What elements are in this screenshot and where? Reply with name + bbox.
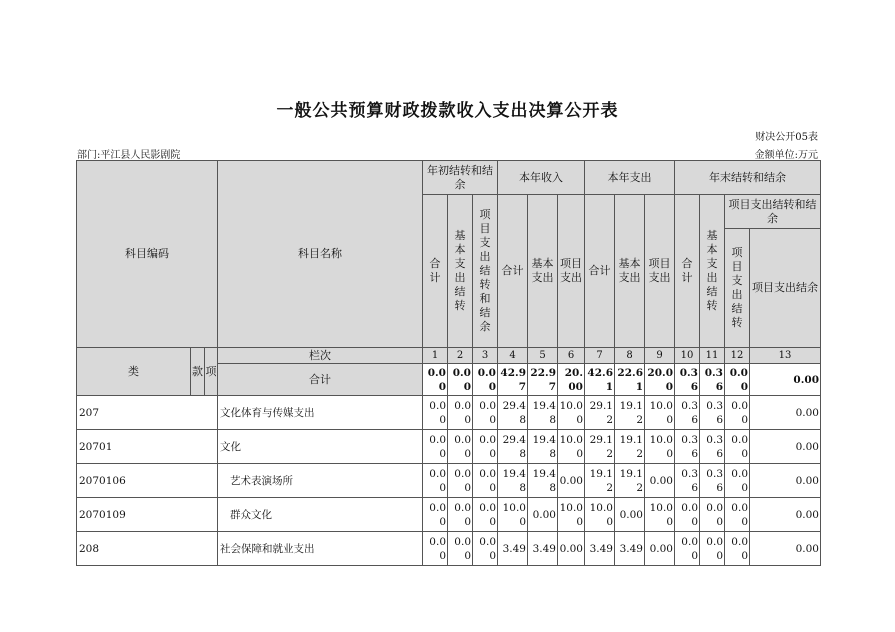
value-cell: 19.12 <box>615 396 645 430</box>
value-cell: 0.00 <box>645 532 675 566</box>
value-cell: 0.00 <box>423 498 448 532</box>
value-cell: 0.00 <box>725 498 750 532</box>
opening-total-header: 合计 <box>423 195 448 348</box>
income-basic-header: 基本支出 <box>528 195 558 348</box>
expense-header: 本年支出 <box>585 161 675 195</box>
subject-code-cell: 208 <box>77 532 218 566</box>
value-cell: 3.49 <box>585 532 615 566</box>
value-cell: 0.00 <box>750 464 821 498</box>
value-cell: 0.00 <box>448 396 473 430</box>
value-cell: 10.00 <box>585 498 615 532</box>
section-header: 款 <box>191 348 205 396</box>
unit-label: 金额单位:万元 <box>754 150 818 161</box>
closing-project-group-header: 项目支出结转和结余 <box>725 195 821 229</box>
value-cell: 0.00 <box>700 532 725 566</box>
value-cell: 0.00 <box>725 430 750 464</box>
value-cell: 0.00 <box>423 532 448 566</box>
subject-name-cell: 社会保障和就业支出 <box>218 532 423 566</box>
value-cell: 0.00 <box>750 430 821 464</box>
value-cell: 0.00 <box>448 464 473 498</box>
subject-name-header: 科目名称 <box>218 161 423 348</box>
column-number: 4 <box>498 348 528 364</box>
value-cell: 19.48 <box>528 430 558 464</box>
value-cell: 0.00 <box>473 498 498 532</box>
column-number: 12 <box>725 348 750 364</box>
subject-name-cell: 群众文化 <box>218 498 423 532</box>
expense-basic-header: 基本支出 <box>615 195 645 348</box>
subject-code-cell: 207 <box>77 396 218 430</box>
value-cell: 19.48 <box>528 464 558 498</box>
value-cell: 0.36 <box>700 396 725 430</box>
value-cell: 0.00 <box>645 464 675 498</box>
value-cell: 0.00 <box>725 532 750 566</box>
closing-balance-header: 年末结转和结余 <box>675 161 821 195</box>
budget-table <box>76 160 821 566</box>
income-total-header: 合计 <box>498 195 528 348</box>
value-cell: 0.00 <box>473 464 498 498</box>
column-number: 9 <box>645 348 675 364</box>
value-cell: 19.48 <box>528 396 558 430</box>
value-cell: 29.48 <box>498 430 528 464</box>
value-cell: 29.48 <box>498 396 528 430</box>
value-cell: 0.36 <box>700 430 725 464</box>
total-cell: 0.36 <box>700 364 725 396</box>
total-cell: 20.00 <box>645 364 675 396</box>
total-cell: 22.61 <box>615 364 645 396</box>
data-rows <box>77 396 821 566</box>
subject-code-header: 科目编码 <box>77 161 218 348</box>
value-cell: 3.49 <box>498 532 528 566</box>
value-cell: 3.49 <box>528 532 558 566</box>
column-number: 10 <box>675 348 700 364</box>
closing-total-header: 合计 <box>675 195 700 348</box>
value-cell: 0.00 <box>725 464 750 498</box>
value-cell: 10.00 <box>645 430 675 464</box>
value-cell: 0.00 <box>675 532 700 566</box>
table-row <box>77 498 821 532</box>
value-cell: 0.00 <box>448 532 473 566</box>
value-cell: 19.12 <box>615 430 645 464</box>
value-cell: 0.36 <box>675 464 700 498</box>
expense-project-header: 项目支出 <box>645 195 675 348</box>
value-cell: 0.00 <box>473 396 498 430</box>
column-number: 8 <box>615 348 645 364</box>
department-label: 部门:平江县人民影剧院 <box>77 150 181 161</box>
column-number: 7 <box>585 348 615 364</box>
column-number: 2 <box>448 348 473 364</box>
subject-name-cell: 文化 <box>218 430 423 464</box>
value-cell: 0.36 <box>675 396 700 430</box>
value-cell: 0.00 <box>448 430 473 464</box>
total-cell: 22.97 <box>528 364 558 396</box>
income-project-header: 项目支出 <box>558 195 585 348</box>
table-row <box>77 396 821 430</box>
subject-code-cell: 2070109 <box>77 498 218 532</box>
column-number: 5 <box>528 348 558 364</box>
closing-project-surplus-header: 项目支出结余 <box>750 229 821 348</box>
kind-header: 类 <box>77 348 191 396</box>
value-cell: 29.12 <box>585 396 615 430</box>
report-title: 一般公共预算财政拨款收入支出决算公开表 <box>276 101 619 121</box>
subject-name-cell: 文化体育与传媒支出 <box>218 396 423 430</box>
total-label: 合计 <box>218 364 423 396</box>
value-cell: 0.00 <box>423 464 448 498</box>
column-number: 1 <box>423 348 448 364</box>
value-cell: 0.00 <box>700 498 725 532</box>
value-cell: 0.36 <box>700 464 725 498</box>
value-cell: 0.00 <box>473 430 498 464</box>
total-cell: 42.61 <box>585 364 615 396</box>
form-code: 财决公开05表 <box>755 132 818 143</box>
total-cell: 0.36 <box>675 364 700 396</box>
subject-code-cell: 2070106 <box>77 464 218 498</box>
table-row <box>77 532 821 566</box>
value-cell: 0.00 <box>558 464 585 498</box>
value-cell: 0.36 <box>675 430 700 464</box>
value-cell: 19.12 <box>615 464 645 498</box>
column-number: 13 <box>750 348 821 364</box>
total-cell: 20.00 <box>558 364 585 396</box>
value-cell: 10.00 <box>558 396 585 430</box>
value-cell: 0.00 <box>615 498 645 532</box>
value-cell: 10.00 <box>558 430 585 464</box>
column-number: 3 <box>473 348 498 364</box>
item-header: 项 <box>205 348 218 396</box>
value-cell: 0.00 <box>675 498 700 532</box>
closing-basic-header: 基本支出结转 <box>700 195 725 348</box>
value-cell: 19.48 <box>498 464 528 498</box>
value-cell: 0.00 <box>528 498 558 532</box>
table-row <box>77 430 821 464</box>
total-cell: 0.00 <box>750 364 821 396</box>
value-cell: 10.00 <box>645 498 675 532</box>
expense-total-header: 合计 <box>585 195 615 348</box>
table-row <box>77 464 821 498</box>
value-cell: 3.49 <box>615 532 645 566</box>
value-cell: 0.00 <box>423 396 448 430</box>
value-cell: 0.00 <box>750 532 821 566</box>
total-cell: 0.00 <box>448 364 473 396</box>
income-header: 本年收入 <box>498 161 585 195</box>
column-number: 6 <box>558 348 585 364</box>
opening-basic-header: 基本支出结转 <box>448 195 473 348</box>
subject-name-cell: 艺术表演场所 <box>218 464 423 498</box>
total-cell: 0.00 <box>725 364 750 396</box>
value-cell: 10.00 <box>558 498 585 532</box>
value-cell: 0.00 <box>750 396 821 430</box>
value-cell: 19.12 <box>585 464 615 498</box>
value-cell: 0.00 <box>423 430 448 464</box>
value-cell: 10.00 <box>645 396 675 430</box>
closing-project-carry-header: 项目支出结转 <box>725 229 750 348</box>
value-cell: 10.00 <box>498 498 528 532</box>
value-cell: 29.12 <box>585 430 615 464</box>
column-no-label: 栏次 <box>218 348 423 364</box>
value-cell: 0.00 <box>725 396 750 430</box>
opening-project-header: 项目支出结转和结余 <box>473 195 498 348</box>
subject-code-cell: 20701 <box>77 430 218 464</box>
total-cell: 0.00 <box>473 364 498 396</box>
value-cell: 0.00 <box>448 498 473 532</box>
opening-balance-header: 年初结转和结余 <box>423 161 498 195</box>
value-cell: 0.00 <box>473 532 498 566</box>
value-cell: 0.00 <box>750 498 821 532</box>
value-cell: 0.00 <box>558 532 585 566</box>
total-cell: 0.00 <box>423 364 448 396</box>
total-cell: 42.97 <box>498 364 528 396</box>
column-number: 11 <box>700 348 725 364</box>
